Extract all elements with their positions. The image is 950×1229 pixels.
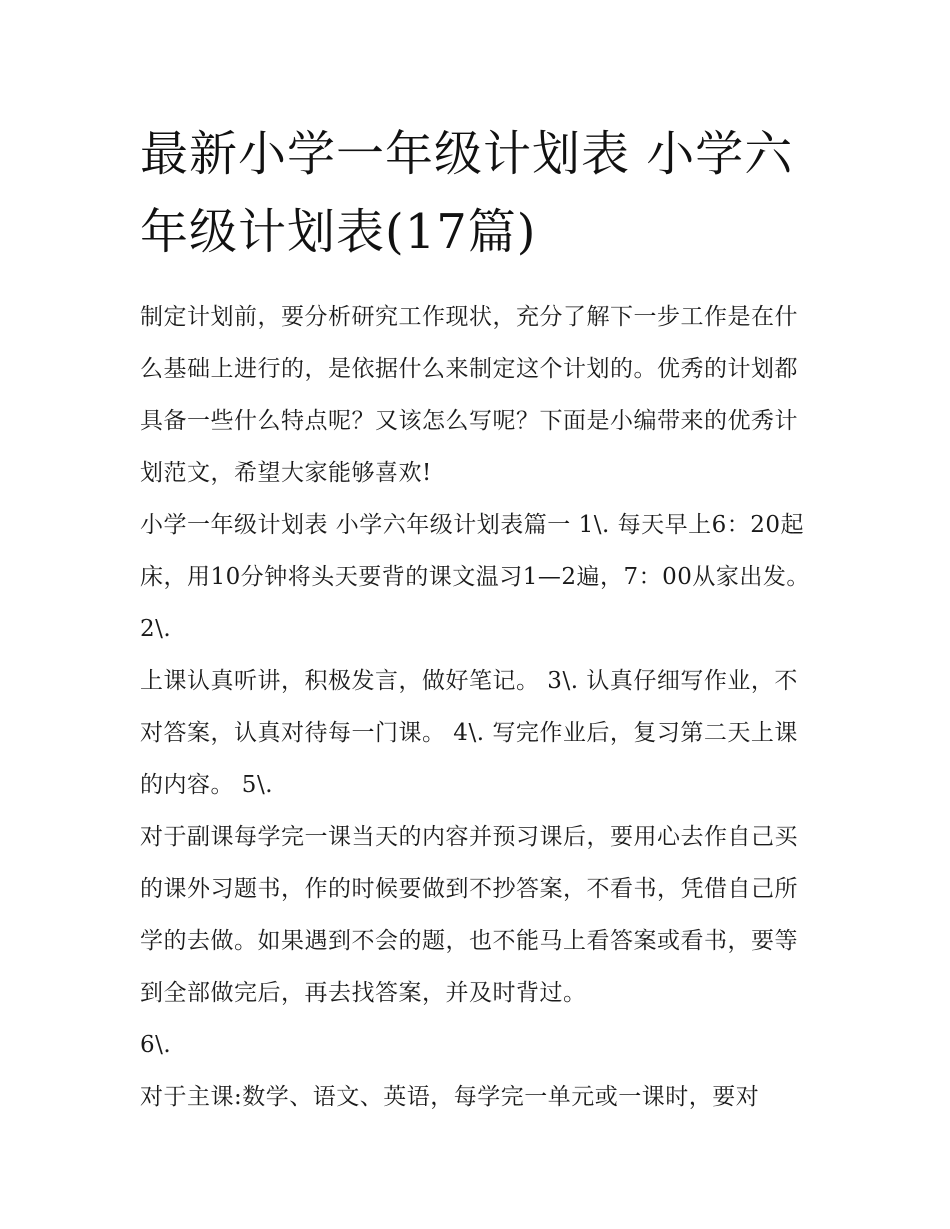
- paragraph-plan-4: 6\.: [140, 1032, 172, 1058]
- paragraph-plan-3: 对于副课每学完一课当天的内容并预习课后，要用心去作自己买的课外习题书，作的时候要做到不抄答案，不看书，凭借自己所学的去做。如果遇到不会的题，也不能马上看答案或看书，要等到全部做完后，再去找答案，并及时背过。: [140, 824, 798, 1006]
- paragraph-plan-2: 上课认真听讲，积极发言，做好笔记。 3\. 认真仔细写作业，不对答案，认真对待每一门课。 4\. 写完作业后，复习第二天上课的内容。 5\.: [140, 668, 798, 798]
- document-page: [140, 115, 815, 1123]
- document-title: 最新小学一年级计划表 小学六年级计划表(17篇): [140, 126, 794, 260]
- paragraph-plan-1: 小学一年级计划表 小学六年级计划表篇一 1\. 每天早上6：20起床，用10分钟将头天要背的课文温习1—2遍，7：00从家出发。 2\.: [140, 512, 810, 642]
- paragraph-intro: 制定计划前，要分析研究工作现状，充分了解下一步工作是在什么基础上进行的，是依据什么来制定这个计划的。优秀的计划都具备一些什么特点呢？又该怎么写呢？下面是小编带来的优秀计划范文，希望大家能够喜欢!: [140, 304, 798, 486]
- paragraph-plan-5: 对于主课:数学、语文、英语，每学完一单元或一课时，要对: [140, 1084, 760, 1110]
